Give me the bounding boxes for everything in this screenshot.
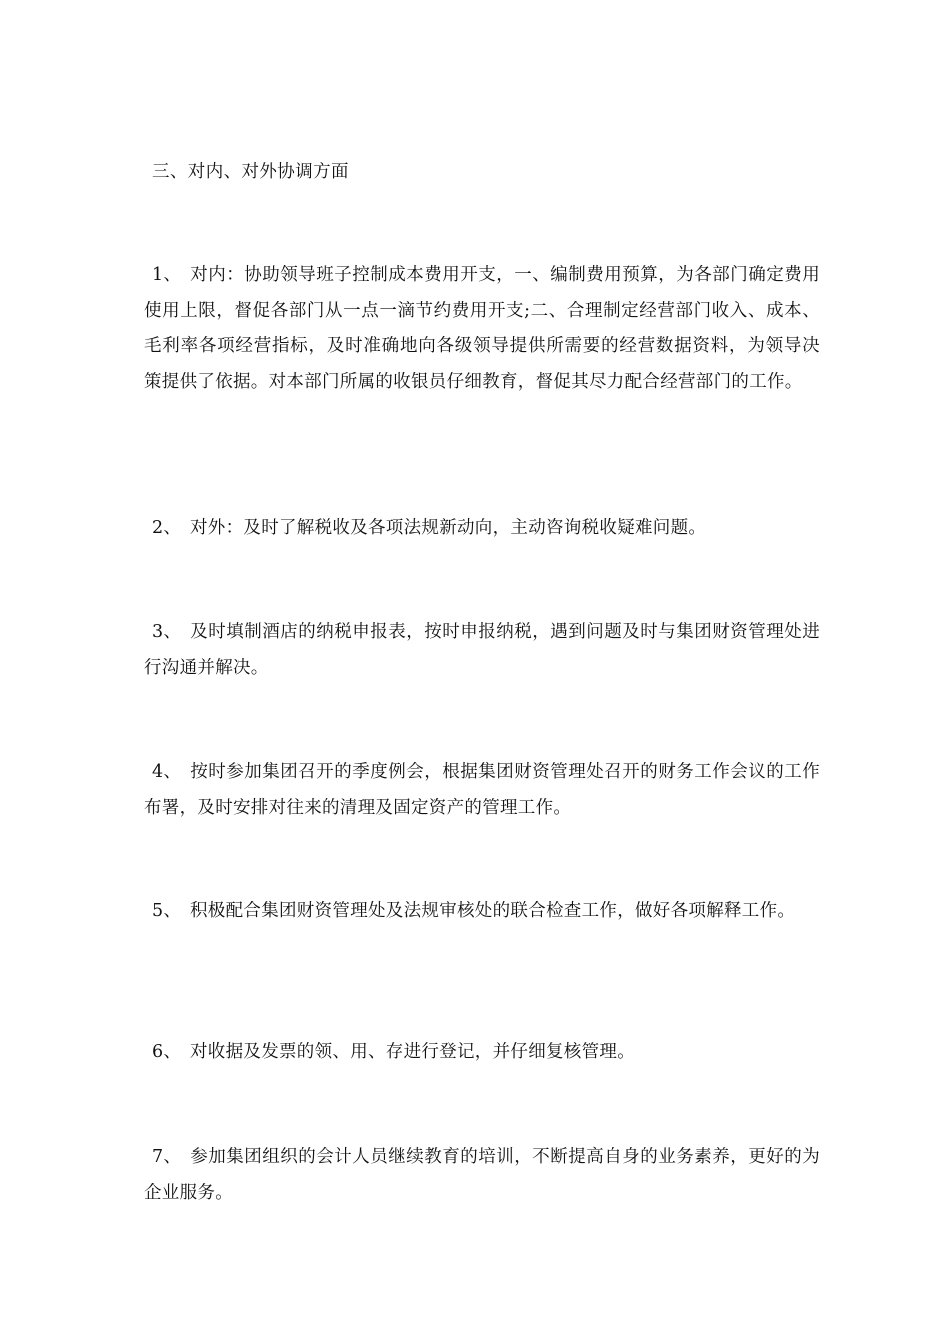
item-text: 对收据及发票的领、用、存进行登记，并仔细复核管理。	[190, 1042, 635, 1062]
item-number: 7、	[152, 1147, 182, 1167]
list-item	[144, 755, 820, 826]
item-number: 4、	[152, 762, 182, 782]
list-item	[144, 1140, 820, 1211]
item-text: 及时填制酒店的纳税申报表，按时申报纳税，遇到问题及时与集团财资管理处进行沟通并解决。	[144, 622, 820, 678]
item-number: 3、	[152, 622, 182, 642]
item-text: 参加集团组织的会计人员继续教育的培训，不断提高自身的业务素养，更好的为企业服务。	[144, 1147, 820, 1203]
list-item	[144, 258, 820, 400]
item-number: 5、	[152, 901, 182, 921]
item-text: 对外：及时了解税收及各项法规新动向，主动咨询税收疑难问题。	[190, 518, 707, 538]
item-number: 1、	[152, 265, 182, 285]
item-text: 积极配合集团财资管理处及法规审核处的联合检查工作，做好各项解释工作。	[190, 901, 796, 921]
list-item	[144, 1035, 820, 1071]
list-item	[144, 511, 820, 547]
list-item	[144, 894, 820, 930]
section-heading: 三、对内、对外协调方面	[152, 162, 349, 182]
list-item	[144, 615, 820, 686]
item-number: 2、	[152, 518, 182, 538]
item-text: 按时参加集团召开的季度例会，根据集团财资管理处召开的财务工作会议的工作布署，及时安排对往来的清理及固定资产的管理工作。	[144, 762, 820, 818]
item-text: 对内：协助领导班子控制成本费用开支，一、编制费用预算，为各部门确定费用使用上限，督促各部门从一点一滴节约费用开支;二、合理制定经营部门收入、成本、毛利率各项经营指标，及时准确地向各级领导提供所需要的经营数据资料，为领导决策提供了依据。对本部门所属的收银员仔细教育，督促其尽力配合经营部门的工作。	[144, 265, 820, 392]
item-number: 6、	[152, 1042, 182, 1062]
